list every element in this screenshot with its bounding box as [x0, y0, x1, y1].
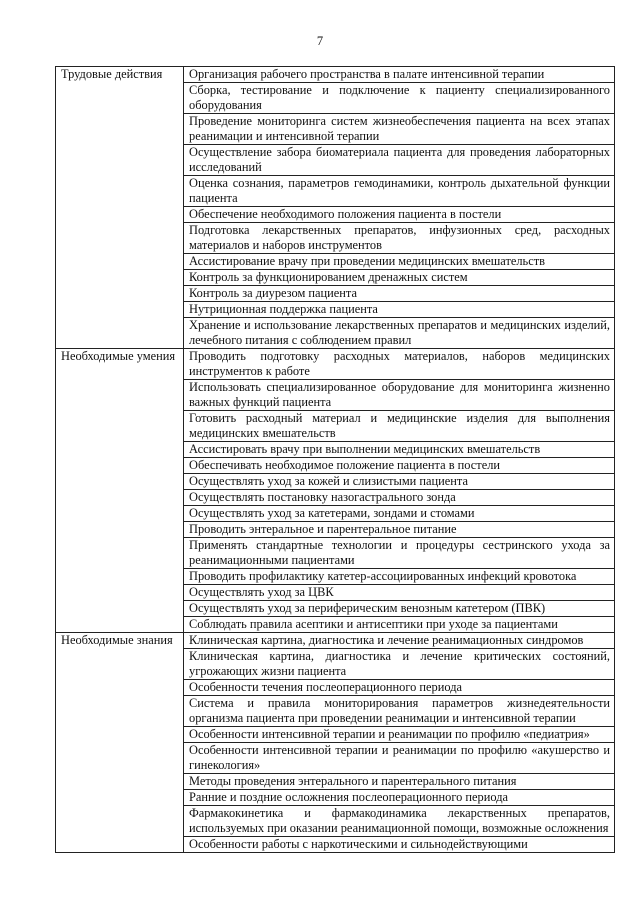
table-cell-item: Обеспечение необходимого положения пациента в постели	[184, 207, 615, 223]
section-title: Необходимые умения	[56, 349, 184, 633]
table-cell-item: Применять стандартные технологии и процедуры сестринского ухода за реанимационными пациентами	[184, 538, 615, 569]
table-cell-item: Осуществлять уход за кожей и слизистыми пациента	[184, 474, 615, 490]
table-cell-item: Осуществлять постановку назогастрального зонда	[184, 490, 615, 506]
table-cell-item: Ранние и поздние осложнения послеоперационного периода	[184, 790, 615, 806]
table-cell-item: Оценка сознания, параметров гемодинамики, контроль дыхательной функции пациента	[184, 176, 615, 207]
table-cell-item: Подготовка лекарственных препаратов, инфузионных сред, расходных материалов и наборов инструментов	[184, 223, 615, 254]
table-cell-item: Проводить профилактику катетер-ассоциированных инфекций кровотока	[184, 569, 615, 585]
table-cell-item: Сборка, тестирование и подключение к пациенту специализированного оборудования	[184, 83, 615, 114]
table-cell-item: Соблюдать правила асептики и антисептики при уходе за пациентами	[184, 617, 615, 633]
table-cell-item: Особенности течения послеоперационного периода	[184, 680, 615, 696]
table-cell-item: Ассистирование врачу при проведении медицинских вмешательств	[184, 254, 615, 270]
competency-table-body	[56, 67, 615, 853]
table-cell-item: Нутриционная поддержка пациента	[184, 302, 615, 318]
table-row	[56, 349, 615, 380]
table-cell-item: Осуществлять уход за периферическим венозным катетером (ПВК)	[184, 601, 615, 617]
table-cell-item: Особенности работы с наркотическими и сильнодействующими	[184, 837, 615, 853]
page-number: 7	[316, 34, 324, 48]
table-cell-item: Клиническая картина, диагностика и лечение критических состояний, угрожающих жизни пациента	[184, 649, 615, 680]
table-cell-item: Осуществлять уход за катетерами, зондами и стомами	[184, 506, 615, 522]
table-cell-item: Особенности интенсивной терапии и реанимации по профилю «акушерство и гинекология»	[184, 743, 615, 774]
table-cell-item: Клиническая картина, диагностика и лечение реанимационных синдромов	[184, 633, 615, 649]
table-cell-item: Фармакокинетика и фармакодинамика лекарственных препаратов, используемых при оказании реанимационной помощи, возможные осложнения	[184, 806, 615, 837]
table-cell-item: Хранение и использование лекарственных препаратов и медицинских изделий, лечебного питания с соблюдением правил	[184, 318, 615, 349]
table-cell-item: Использовать специализированное оборудование для мониторинга жизненно важных функций пациента	[184, 380, 615, 411]
table-cell-item: Контроль за функционированием дренажных систем	[184, 270, 615, 286]
table-cell-item: Проводить подготовку расходных материалов, наборов медицинских инструментов к работе	[184, 349, 615, 380]
table-cell-item: Организация рабочего пространства в палате интенсивной терапии	[184, 67, 615, 83]
table-cell-item: Обеспечивать необходимое положение пациента в постели	[184, 458, 615, 474]
table-row	[56, 633, 615, 649]
table-cell-item: Контроль за диурезом пациента	[184, 286, 615, 302]
competency-table	[55, 66, 615, 853]
table-cell-item: Проведение мониторинга систем жизнеобеспечения пациента на всех этапах реанимации и интенсивной терапии	[184, 114, 615, 145]
table-cell-item: Осуществление забора биоматериала пациента для проведения лабораторных исследований	[184, 145, 615, 176]
section-title: Необходимые знания	[56, 633, 184, 853]
table-cell-item: Методы проведения энтерального и парентерального питания	[184, 774, 615, 790]
table-cell-item: Осуществлять уход за ЦВК	[184, 585, 615, 601]
table-cell-item: Готовить расходный материал и медицинские изделия для выполнения медицинских вмешательств	[184, 411, 615, 442]
table-cell-item: Проводить энтеральное и парентеральное питание	[184, 522, 615, 538]
table-row	[56, 67, 615, 83]
section-title: Трудовые действия	[56, 67, 184, 349]
table-cell-item: Система и правила мониторирования параметров жизнедеятельности организма пациента при проведении реанимации и интенсивной терапии	[184, 696, 615, 727]
table-cell-item: Ассистировать врачу при выполнении медицинских вмешательств	[184, 442, 615, 458]
table-cell-item: Особенности интенсивной терапии и реанимации по профилю «педиатрия»	[184, 727, 615, 743]
